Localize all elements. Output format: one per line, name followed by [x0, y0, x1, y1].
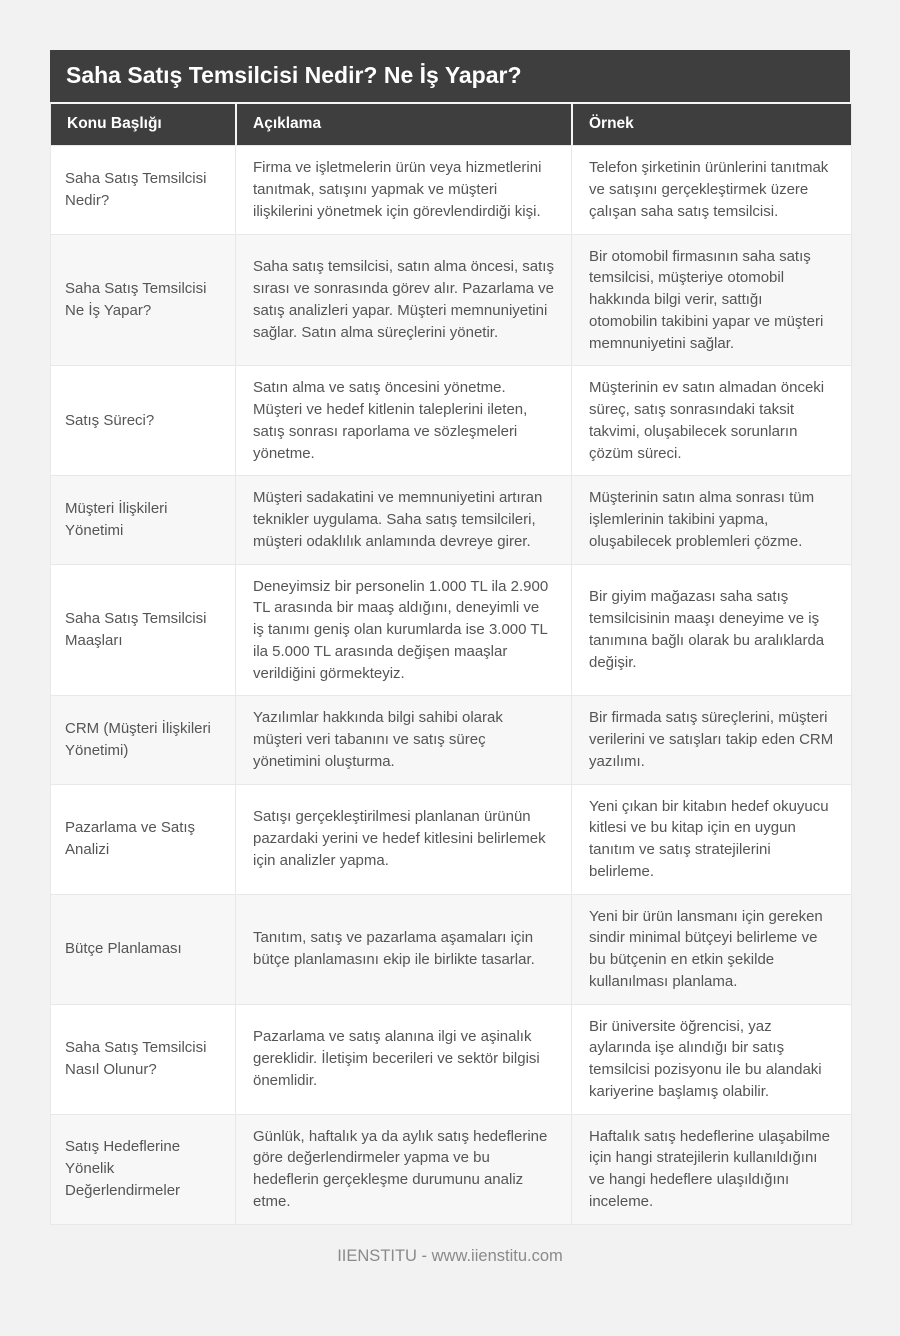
table-row: [51, 565, 851, 697]
cell-topic: Bütçe Planlaması: [51, 895, 235, 1005]
cell-description: Tanıtım, satış ve pazarlama aşamaları için bütçe planlamasını ekip ile birlikte tasarlar.: [235, 895, 571, 1005]
cell-example: Bir firmada satış süreçlerini, müşteri verilerini ve satışları takip eden CRM yazılımı.: [571, 696, 851, 784]
table-row: [51, 1115, 851, 1225]
cell-description: Deneyimsiz bir personelin 1.000 TL ila 2.900 TL arasında bir maaş aldığını, deneyimli ve iş tanımı geniş olan kurumlarda ise 3.000 TL ila 5.000 TL arasında değişen maaşlar verildiğini görmekteyiz.: [235, 565, 571, 697]
cell-topic: Satış Hedeflerine Yönelik Değerlendirmeler: [51, 1115, 235, 1225]
cell-topic: Saha Satış Temsilcisi Nasıl Olunur?: [51, 1005, 235, 1115]
cell-topic: Pazarlama ve Satış Analizi: [51, 785, 235, 895]
cell-description: Satın alma ve satış öncesini yönetme. Müşteri ve hedef kitlenin taleplerini ileten, satış sonrası raporlama ve sözleşmeleri yönetme.: [235, 366, 571, 476]
cell-example: Bir üniversite öğrencisi, yaz aylarında işe alındığı bir satış temsilcisi pozisyonu ile bu alandaki kariyerine başlamış olabilir.: [571, 1005, 851, 1115]
cell-topic: Saha Satış Temsilcisi Nedir?: [51, 146, 235, 234]
cell-topic: Satış Süreci?: [51, 366, 235, 476]
cell-topic: Saha Satış Temsilcisi Ne İş Yapar?: [51, 235, 235, 367]
cell-example: Müşterinin satın alma sonrası tüm işlemlerinin takibini yapma, oluşabilecek problemleri çözme.: [571, 476, 851, 564]
table-row: [51, 146, 851, 234]
cell-description: Yazılımlar hakkında bilgi sahibi olarak müşteri veri tabanını ve satış süreç yönetimini oluşturma.: [235, 696, 571, 784]
column-header-description: Açıklama: [235, 102, 571, 146]
cell-example: Telefon şirketinin ürünlerini tanıtmak ve satışını gerçekleştirmek üzere çalışan saha satış temsilcisi.: [571, 146, 851, 234]
cell-description: Müşteri sadakatini ve memnuniyetini artıran teknikler uygulama. Saha satış temsilcileri, müşteri odaklılık anlamında devreye girer.: [235, 476, 571, 564]
info-table: [50, 102, 852, 1224]
column-header-example: Örnek: [571, 102, 851, 146]
table-row: [51, 366, 851, 476]
table-header: [51, 102, 851, 146]
cell-description: Pazarlama ve satış alanına ilgi ve aşinalık gereklidir. İletişim becerileri ve sektör bilgisi önemlidir.: [235, 1005, 571, 1115]
table-body: [51, 146, 851, 1224]
column-header-topic: Konu Başlığı: [51, 102, 235, 146]
cell-description: Saha satış temsilcisi, satın alma öncesi, satış sırası ve sonrasında görev alır. Pazarlama ve satış analizleri yapar. Müşteri memnuniyetini sağlar. Satın alma süreçlerini yönetir.: [235, 235, 571, 367]
cell-description: Firma ve işletmelerin ürün veya hizmetlerini tanıtmak, satışını yapmak ve müşteri ilişkilerini yönetmek için görevlendirdiği kişi.: [235, 146, 571, 234]
cell-example: Haftalık satış hedeflerine ulaşabilme için hangi stratejilerin kullanıldığını ve hangi hedeflere ulaşıldığını inceleme.: [571, 1115, 851, 1225]
table-row: [51, 476, 851, 564]
footer-credit: IIENSTITU - www.iienstitu.com: [337, 1246, 563, 1265]
cell-description: Satışı gerçekleştirilmesi planlanan ürünün pazardaki yerini ve hedef kitlesini belirlemek için analizler yapma.: [235, 785, 571, 895]
cell-topic: Saha Satış Temsilcisi Maaşları: [51, 565, 235, 697]
cell-example: Yeni bir ürün lansmanı için gereken sindir minimal bütçeyi belirleme ve bu bütçenin en etkin şekilde kullanılması planlama.: [571, 895, 851, 1005]
table-row: [51, 895, 851, 1005]
cell-example: Bir otomobil firmasının saha satış temsilcisi, müşteriye otomobil hakkında bilgi verir, sattığı otomobilin takibini yapar ve müşteri memnuniyetini sağlar.: [571, 235, 851, 367]
header-row: [51, 102, 851, 146]
cell-example: Yeni çıkan bir kitabın hedef okuyucu kitlesi ve bu kitap için en uygun tanıtım ve satış stratejilerini belirleme.: [571, 785, 851, 895]
cell-description: Günlük, haftalık ya da aylık satış hedeflerine göre değerlendirmeler yapma ve bu hedeflerin gerçekleşme durumunu analiz etme.: [235, 1115, 571, 1225]
article-card: [50, 50, 850, 1225]
table-row: [51, 785, 851, 895]
cell-example: Müşterinin ev satın almadan önceki süreç, satış sonrasındaki taksit takvimi, oluşabilecek sorunların çözüm süreci.: [571, 366, 851, 476]
table-row: [51, 1005, 851, 1115]
cell-example: Bir giyim mağazası saha satış temsilcisinin maaşı deneyime ve iş tanımına bağlı olarak bu aralıklarda değişir.: [571, 565, 851, 697]
cell-topic: CRM (Müşteri İlişkileri Yönetimi): [51, 696, 235, 784]
table-row: [51, 235, 851, 367]
page-title: Saha Satış Temsilcisi Nedir? Ne İş Yapar?: [50, 50, 850, 102]
cell-topic: Müşteri İlişkileri Yönetimi: [51, 476, 235, 564]
table-row: [51, 696, 851, 784]
